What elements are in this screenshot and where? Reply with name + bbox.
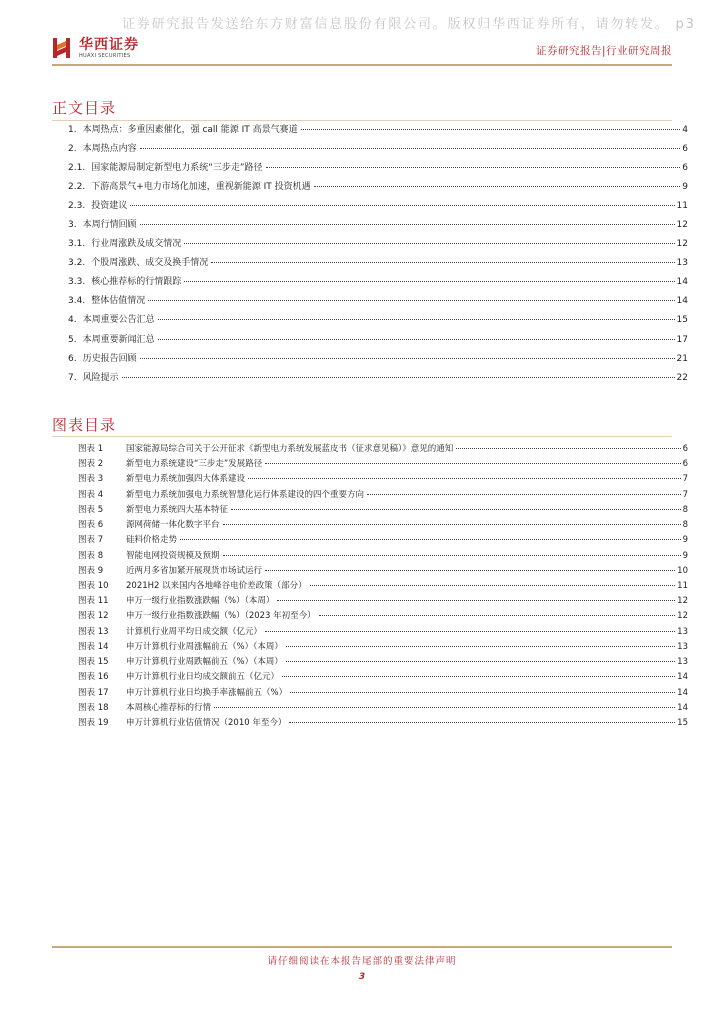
figure-item-page: 9 [682, 535, 688, 546]
toc-item[interactable] [68, 179, 688, 198]
toc-item-page: 13 [676, 258, 688, 269]
figure-item-label: 图表 19 [78, 717, 109, 728]
toc-item[interactable] [68, 332, 688, 351]
dot-leader [231, 509, 681, 510]
toc-item[interactable] [68, 351, 688, 370]
toc-item[interactable] [68, 198, 688, 217]
toc-item-title: 国家能源局制定新型电力系统“三步走”路径 [91, 163, 263, 174]
toc-item-number: 2. [68, 144, 77, 155]
figure-item-title: 近两月多省加紧开展现货市场试运行 [126, 565, 263, 576]
figure-item-page: 14 [677, 702, 688, 713]
toc-item-page: 11 [676, 201, 688, 212]
figure-item-page: 9 [682, 550, 688, 561]
figure-item[interactable] [78, 655, 688, 670]
figure-item[interactable] [78, 549, 688, 564]
dot-leader [184, 243, 674, 244]
toc-item[interactable] [68, 141, 688, 160]
figure-item-title: 申万计算机行业估值情况（2010 年至今） [126, 717, 287, 728]
figure-item-label: 图表 10 [78, 580, 109, 591]
figure-item-title: 源网荷储一体化数字平台 [126, 520, 220, 531]
figure-item-title: 本周核心推荐标的行情 [126, 702, 212, 713]
brand-name-cn: 华西证券 [79, 37, 139, 53]
toc-item[interactable] [68, 370, 688, 389]
figure-item-label: 图表 15 [78, 657, 109, 668]
figure-item-title: 申万计算机行业日均换手率涨幅前五（%） [126, 687, 288, 698]
toc-item-title: 行业周涨跌及成交情况 [91, 239, 182, 250]
figure-item-label: 图表 4 [78, 489, 104, 500]
dot-leader [158, 319, 675, 320]
breadcrumb: 证券研究报告|行业研究周报 [535, 45, 672, 57]
figure-item[interactable] [78, 518, 688, 533]
figure-item-label: 图表 2 [78, 459, 104, 470]
toc-item-page: 14 [676, 296, 688, 307]
dot-leader [290, 692, 675, 693]
dot-leader [158, 339, 675, 340]
toc-item-title: 本周重要公告汇总 [82, 315, 155, 326]
huaxi-logo-icon [52, 36, 72, 60]
dot-leader [180, 539, 681, 540]
figure-item[interactable] [78, 503, 688, 518]
toc-item[interactable] [68, 293, 688, 312]
figure-item[interactable] [78, 533, 688, 548]
dot-leader [266, 167, 680, 168]
brand-logo [52, 34, 162, 62]
dot-leader [277, 600, 675, 601]
figure-item-label: 图表 14 [78, 641, 109, 652]
figure-item-page: 12 [677, 596, 688, 607]
figure-item[interactable] [78, 564, 688, 579]
figure-item-label: 图表 1 [78, 444, 104, 454]
dot-leader [223, 524, 681, 525]
figure-item[interactable] [78, 579, 688, 594]
figure-item-label: 图表 12 [78, 611, 109, 622]
toc-item-number: 3.4. [68, 296, 86, 307]
dot-leader [367, 494, 681, 495]
figure-item-label: 图表 16 [78, 672, 109, 683]
figure-item[interactable] [78, 594, 688, 609]
toc-item-number: 3.1. [68, 239, 86, 250]
figure-item-page: 6 [682, 444, 688, 454]
toc-list [68, 122, 688, 389]
toc-item[interactable] [68, 255, 688, 274]
dot-leader [148, 300, 674, 301]
toc-item-page: 6 [682, 144, 688, 155]
figure-item-label: 图表 18 [78, 702, 109, 713]
toc-item-number: 2.2. [68, 182, 86, 193]
figure-item-page: 14 [677, 672, 688, 683]
dot-leader [140, 358, 675, 359]
toc-item-number: 2.3. [68, 201, 86, 212]
figure-item-title: 新型电力系统建设“三步走”发展路径 [126, 459, 263, 470]
toc-item-number: 6. [68, 353, 77, 364]
toc-title: 正文目录 [52, 99, 117, 117]
figure-item-page: 7 [682, 474, 688, 485]
toc-item-title: 个股周涨跌、成交及换手情况 [91, 258, 209, 269]
toc-item[interactable] [68, 312, 688, 331]
dot-leader [248, 478, 681, 479]
figure-item[interactable] [78, 640, 688, 655]
toc-item-title: 本周行情回顾 [82, 220, 137, 231]
figure-item-title: 申万计算机行业周跌幅前五（%）（本周） [126, 657, 283, 668]
figure-item-label: 图表 17 [78, 687, 109, 698]
dot-leader [214, 707, 675, 708]
figure-item-title: 申万一级行业指数涨跌幅（%）（2023 年初至今） [126, 611, 316, 622]
figure-item[interactable] [78, 442, 688, 457]
toc-item-page: 12 [676, 220, 688, 231]
figure-item-title: 新型电力系统四大基本特征 [126, 504, 229, 515]
toc-item-number: 3.2. [68, 258, 86, 269]
toc-item-page: 6 [682, 163, 688, 174]
dot-leader [456, 448, 680, 449]
toc-item-page: 12 [676, 239, 688, 250]
figure-item-title: 国家能源局综合司关于公开征求《新型电力系统发展蓝皮书（征求意见稿）》意见的通知 [126, 444, 454, 454]
toc-item-number: 5. [68, 334, 77, 345]
dot-leader [130, 205, 674, 206]
dot-leader [184, 281, 674, 282]
toc-item-title: 核心推荐标的行情跟踪 [91, 277, 182, 288]
brand-name-en: HUAXI SECURITIES [79, 53, 131, 59]
figures-title-divider [52, 436, 672, 437]
toc-item-title: 整体估值情况 [91, 296, 146, 307]
figure-item-label: 图表 11 [78, 596, 109, 607]
dot-leader [286, 646, 675, 647]
figure-item[interactable] [78, 488, 688, 503]
figure-item-label: 图表 8 [78, 550, 104, 561]
toc-item-title: 本周重要新闻汇总 [82, 334, 155, 345]
figure-item[interactable] [78, 701, 688, 716]
toc-item-title: 下游高景气+电力市场化加速，重视新能源 IT 投资机遇 [91, 182, 311, 193]
toc-item-page: 4 [682, 125, 688, 135]
figure-item-page: 10 [677, 565, 688, 576]
figure-item-page: 8 [682, 504, 688, 515]
dot-leader [282, 676, 675, 677]
toc-title-divider [52, 120, 672, 121]
figure-item-page: 11 [677, 580, 688, 591]
figure-item-page: 8 [682, 520, 688, 531]
toc-item-number: 1. [68, 125, 77, 135]
figure-item-label: 图表 5 [78, 504, 104, 515]
toc-item-page: 15 [676, 315, 688, 326]
figure-item-label: 图表 7 [78, 535, 104, 546]
figure-item[interactable] [78, 472, 688, 487]
legal-disclaimer-note: 请仔细阅读在本报告尾部的重要法律声明 [267, 956, 457, 967]
toc-item[interactable] [68, 274, 688, 293]
dot-leader [286, 661, 675, 662]
figure-item[interactable] [78, 609, 688, 624]
toc-item[interactable] [68, 236, 688, 255]
figure-item-title: 硅料价格走势 [126, 535, 178, 546]
figure-item-label: 图表 13 [78, 626, 109, 637]
dot-leader [314, 186, 680, 187]
toc-item-title: 历史报告回顾 [82, 353, 137, 364]
toc-item[interactable] [68, 217, 688, 236]
dot-leader [301, 129, 680, 130]
figure-item-title: 新型电力系统加强四大体系建设 [126, 474, 246, 485]
figure-item-title: 申万一级行业指数涨跌幅（%）（本周） [126, 596, 275, 607]
page-number: 3 [358, 972, 366, 982]
toc-item-page: 9 [682, 182, 688, 193]
figure-item[interactable] [78, 670, 688, 685]
dot-leader [265, 463, 680, 464]
toc-item-page: 22 [676, 372, 688, 383]
figure-item-page: 13 [677, 641, 688, 652]
dot-leader [223, 555, 681, 556]
toc-item-number: 7. [68, 372, 77, 383]
figures-list [78, 442, 688, 731]
figure-item-title: 2021H2 以来国内各地峰谷电价差政策（部分） [126, 580, 307, 591]
figure-item-page: 13 [677, 626, 688, 637]
toc-item-page: 21 [676, 353, 688, 364]
figure-item[interactable] [78, 686, 688, 701]
figure-item[interactable] [78, 625, 688, 640]
dot-leader [140, 148, 680, 149]
dot-leader [310, 585, 676, 586]
figures-title: 图表目录 [52, 416, 117, 434]
toc-item-page: 14 [676, 277, 688, 288]
figure-item-label: 图表 3 [78, 474, 104, 485]
figure-item-page: 15 [677, 717, 688, 728]
toc-item-number: 3. [68, 220, 77, 231]
toc-item-number: 3.3. [68, 277, 86, 288]
figure-item-title: 申万计算机行业周涨幅前五（%）（本周） [126, 641, 283, 652]
figure-item-page: 12 [677, 611, 688, 622]
footer-divider [52, 946, 672, 948]
figure-item-page: 14 [677, 687, 688, 698]
dot-leader [289, 722, 675, 723]
dot-leader [122, 377, 675, 378]
toc-item-title: 本周热点：多重因素催化，强 call 能源 IT 高景气赛道 [82, 125, 298, 135]
toc-item-title: 投资建议 [91, 201, 128, 212]
toc-item-title: 风险提示 [82, 372, 119, 383]
toc-item[interactable] [68, 160, 688, 179]
dot-leader [211, 262, 674, 263]
header-divider [52, 64, 672, 66]
dot-leader [265, 631, 675, 632]
figure-item[interactable] [78, 716, 688, 731]
toc-item[interactable] [68, 122, 688, 141]
toc-item-number: 4. [68, 315, 77, 326]
toc-item-title: 本周热点内容 [82, 144, 137, 155]
figure-item-page: 13 [677, 657, 688, 668]
figure-item-page: 6 [682, 459, 688, 470]
toc-item-page: 17 [676, 334, 688, 345]
figure-item-title: 计算机行业周平均日成交额（亿元） [126, 626, 263, 637]
watermark: 证券研究报告发送给东方财富信息股份有限公司。版权归华西证券所有，请勿转发。 p3 [122, 17, 696, 32]
figure-item-title: 新型电力系统加强电力系统智慧化运行体系建设的四个重要方向 [126, 489, 365, 500]
figure-item-label: 图表 6 [78, 520, 104, 531]
figure-item-title: 智能电网投资规模及预期 [126, 550, 220, 561]
figure-item-page: 7 [682, 489, 688, 500]
figure-item-label: 图表 9 [78, 565, 104, 576]
dot-leader [265, 570, 675, 571]
dot-leader [140, 224, 675, 225]
figure-item-title: 申万计算机行业日均成交额前五（亿元） [126, 672, 280, 683]
dot-leader [319, 615, 676, 616]
figure-item[interactable] [78, 457, 688, 472]
toc-item-number: 2.1. [68, 163, 86, 174]
